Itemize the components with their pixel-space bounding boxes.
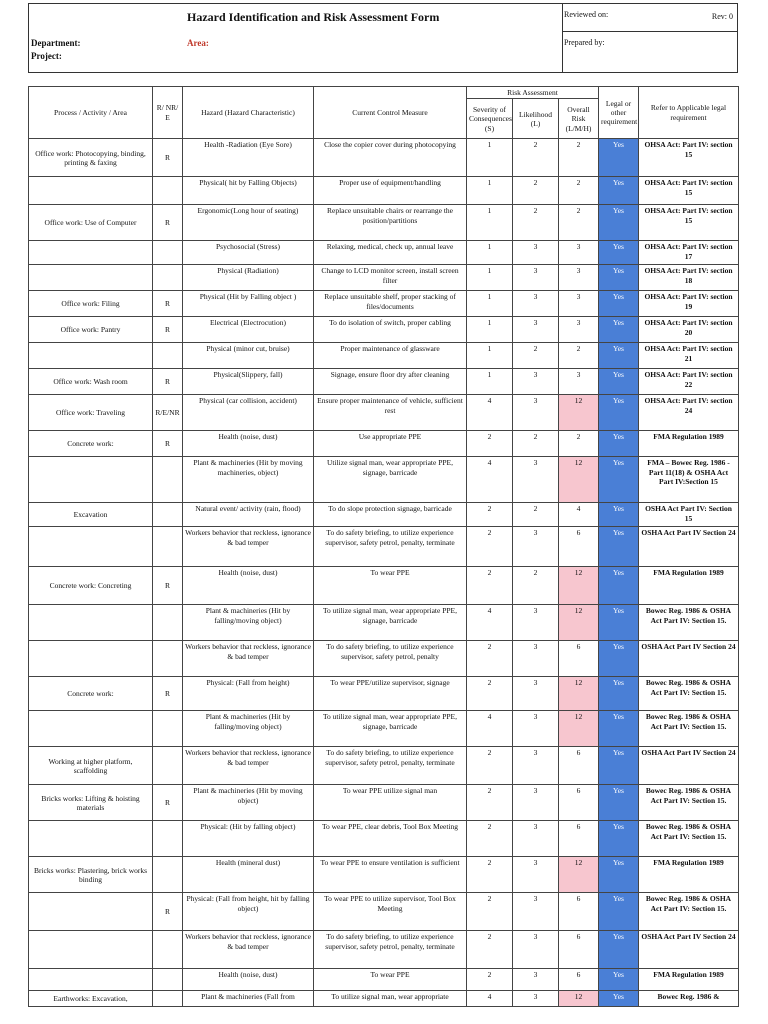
hazard-cell: Natural event/ activity (rain, flood) — [183, 503, 314, 527]
overall-risk-cell: 2 — [559, 177, 599, 205]
r-cell — [153, 527, 183, 567]
overall-risk-cell: 6 — [559, 527, 599, 567]
likelihood-cell: 3 — [513, 317, 559, 343]
r-cell: R — [153, 317, 183, 343]
control-cell: Close the copier cover during photocopying — [314, 139, 467, 177]
hazard-cell: Plant & machineries (Fall from — [183, 991, 314, 1007]
overall-risk-cell: 3 — [559, 317, 599, 343]
legal-cell: Yes — [599, 991, 639, 1007]
table-row — [29, 677, 739, 711]
severity-cell: 2 — [467, 567, 513, 605]
table-row — [29, 785, 739, 821]
likelihood-cell: 2 — [513, 503, 559, 527]
legal-cell: Yes — [599, 785, 639, 821]
hazard-cell: Physical( hit by Falling Objects) — [183, 177, 314, 205]
process-cell: Excavation — [29, 503, 153, 527]
likelihood-cell: 3 — [513, 677, 559, 711]
risk-assessment-header: Risk Assessment — [467, 87, 599, 99]
hazard-cell: Plant & machineries (Hit by moving object) — [183, 785, 314, 821]
overall-risk-cell: 6 — [559, 893, 599, 931]
table-row — [29, 205, 739, 241]
process-cell — [29, 931, 153, 969]
likelihood-cell: 3 — [513, 821, 559, 857]
hazard-cell: Physical(Slippery, fall) — [183, 369, 314, 395]
hazard-cell: Physical: (Fall from height) — [183, 677, 314, 711]
severity-cell: 1 — [467, 369, 513, 395]
legal-cell: Yes — [599, 457, 639, 503]
table-row — [29, 265, 739, 291]
likelihood-cell: 3 — [513, 969, 559, 991]
ref-cell: OHSA Act: Part IV: section 15 — [639, 177, 739, 205]
likelihood-cell: 3 — [513, 785, 559, 821]
overall-risk-cell: 3 — [559, 369, 599, 395]
r-cell — [153, 969, 183, 991]
severity-cell: 1 — [467, 343, 513, 369]
legal-cell: Yes — [599, 241, 639, 265]
hazard-cell: Plant & machineries (Hit by moving machineries, object) — [183, 457, 314, 503]
likelihood-cell: 3 — [513, 291, 559, 317]
table-row — [29, 343, 739, 369]
table-row — [29, 527, 739, 567]
control-cell: To do slope protection signage, barricade — [314, 503, 467, 527]
severity-cell: 2 — [467, 677, 513, 711]
col-hazard-header: Hazard (Hazard Characteristic) — [183, 87, 314, 139]
control-cell: To do safety briefing, to utilize experience supervisor, safety petrol, penalty — [314, 641, 467, 677]
overall-risk-cell: 2 — [559, 431, 599, 457]
hazard-cell: Physical (minor cut, bruise) — [183, 343, 314, 369]
table-row — [29, 931, 739, 969]
table-row — [29, 641, 739, 677]
table-row — [29, 857, 739, 893]
process-cell — [29, 893, 153, 931]
likelihood-cell: 3 — [513, 747, 559, 785]
overall-risk-cell: 3 — [559, 241, 599, 265]
control-cell: To do safety briefing, to utilize experience supervisor, safety petrol, penalty, terminate — [314, 931, 467, 969]
hazard-cell: Plant & machineries (Hit by falling/moving object) — [183, 605, 314, 641]
control-cell: Relaxing, medical, check up, annual leave — [314, 241, 467, 265]
legal-cell: Yes — [599, 431, 639, 457]
ref-cell: Bowec Reg. 1986 & OSHA Act Part IV: Section 15. — [639, 711, 739, 747]
ref-cell: FMA Regulation 1989 — [639, 969, 739, 991]
overall-risk-cell: 6 — [559, 747, 599, 785]
control-cell: To wear PPE — [314, 567, 467, 605]
r-cell — [153, 821, 183, 857]
legal-cell: Yes — [599, 527, 639, 567]
legal-cell: Yes — [599, 567, 639, 605]
severity-cell: 1 — [467, 241, 513, 265]
hazard-cell: Physical (Hit by Falling object ) — [183, 291, 314, 317]
ref-cell: OHSA Act: Part IV: section 20 — [639, 317, 739, 343]
legal-cell: Yes — [599, 369, 639, 395]
overall-risk-cell: 12 — [559, 395, 599, 431]
prepared-by-label: Prepared by: — [564, 38, 605, 47]
table-row — [29, 241, 739, 265]
overall-risk-cell: 6 — [559, 931, 599, 969]
process-cell: Concrete work: — [29, 431, 153, 457]
likelihood-cell: 3 — [513, 605, 559, 641]
control-cell: Proper use of equipment/handling — [314, 177, 467, 205]
control-cell: Utilize signal man, wear appropriate PPE, signage, barricade — [314, 457, 467, 503]
r-cell — [153, 241, 183, 265]
ref-cell: FMA Regulation 1989 — [639, 567, 739, 605]
process-cell — [29, 177, 153, 205]
table-row — [29, 457, 739, 503]
r-cell: R — [153, 291, 183, 317]
severity-cell: 1 — [467, 177, 513, 205]
hazard-cell: Health (mineral dust) — [183, 857, 314, 893]
control-cell: Proper maintenance of glassware — [314, 343, 467, 369]
overall-risk-cell: 12 — [559, 677, 599, 711]
process-cell — [29, 711, 153, 747]
control-cell: Change to LCD monitor screen, install screen filter — [314, 265, 467, 291]
overall-risk-cell: 2 — [559, 205, 599, 241]
process-cell: Concrete work: — [29, 677, 153, 711]
severity-cell: 4 — [467, 457, 513, 503]
severity-cell: 2 — [467, 785, 513, 821]
form-header — [28, 3, 738, 73]
col-ref-header: Refer to Applicable legal requirement — [639, 87, 739, 139]
control-cell: Ensure proper maintenance of vehicle, sufficient rest — [314, 395, 467, 431]
ref-cell: FMA Regulation 1989 — [639, 431, 739, 457]
severity-cell: 2 — [467, 821, 513, 857]
likelihood-cell: 3 — [513, 857, 559, 893]
project-label: Project: — [31, 51, 62, 61]
header-divider — [562, 4, 563, 72]
likelihood-cell: 3 — [513, 395, 559, 431]
process-cell: Office work: Wash room — [29, 369, 153, 395]
control-cell: Replace unsuitable shelf, proper stacking of files/documents — [314, 291, 467, 317]
ref-cell: OSHA Act Part IV Section 24 — [639, 747, 739, 785]
overall-risk-cell: 6 — [559, 969, 599, 991]
r-cell — [153, 857, 183, 893]
control-cell: Replace unsuitable chairs or rearrange the position/partitions — [314, 205, 467, 241]
col-process-header: Process / Activity / Area — [29, 87, 153, 139]
r-cell: R — [153, 369, 183, 395]
process-cell: Office work: Traveling — [29, 395, 153, 431]
legal-cell: Yes — [599, 139, 639, 177]
r-cell — [153, 931, 183, 969]
r-cell — [153, 605, 183, 641]
overall-risk-cell: 12 — [559, 605, 599, 641]
ref-cell: Bowec Reg. 1986 & OSHA Act Part IV: Section 15. — [639, 677, 739, 711]
control-cell: To do isolation of switch, proper cabling — [314, 317, 467, 343]
r-cell — [153, 265, 183, 291]
process-cell — [29, 343, 153, 369]
header-divider — [562, 31, 737, 32]
control-cell: To wear PPE, clear debris, Tool Box Meeting — [314, 821, 467, 857]
overall-risk-cell: 12 — [559, 567, 599, 605]
severity-cell: 2 — [467, 931, 513, 969]
control-cell: To wear PPE — [314, 969, 467, 991]
table-row — [29, 991, 739, 1007]
col-legal-header: Legal or other requirement — [599, 87, 639, 139]
likelihood-cell: 2 — [513, 343, 559, 369]
overall-risk-cell: 12 — [559, 711, 599, 747]
process-cell — [29, 605, 153, 641]
hazard-cell: Physical (Radiation) — [183, 265, 314, 291]
severity-cell: 2 — [467, 747, 513, 785]
ref-cell: OSHA Act Part IV: Section 15 — [639, 503, 739, 527]
table-row — [29, 893, 739, 931]
process-cell: Working at higher platform, scaffolding — [29, 747, 153, 785]
process-cell — [29, 641, 153, 677]
ref-cell: OHSA Act: Part IV: section 19 — [639, 291, 739, 317]
likelihood-cell: 3 — [513, 369, 559, 395]
process-cell — [29, 821, 153, 857]
control-cell: To utilize signal man, wear appropriate PPE, signage, barricade — [314, 711, 467, 747]
revision-label: Rev: 0 — [711, 12, 733, 21]
severity-cell: 1 — [467, 317, 513, 343]
hazard-cell: Health (noise, dust) — [183, 567, 314, 605]
ref-cell: OHSA Act: Part IV: section 18 — [639, 265, 739, 291]
severity-cell: 2 — [467, 893, 513, 931]
ref-cell: OHSA Act: Part IV: section 22 — [639, 369, 739, 395]
control-cell: Use appropriate PPE — [314, 431, 467, 457]
severity-cell: 1 — [467, 291, 513, 317]
likelihood-cell: 3 — [513, 241, 559, 265]
severity-cell: 2 — [467, 527, 513, 567]
overall-risk-cell: 6 — [559, 785, 599, 821]
control-cell: To wear PPE utilize signal man — [314, 785, 467, 821]
ref-cell: OSHA Act Part IV Section 24 — [639, 931, 739, 969]
process-cell: Office work: Photocopying, binding, printing & faxing — [29, 139, 153, 177]
likelihood-cell: 2 — [513, 205, 559, 241]
ref-cell: Bowec Reg. 1986 & — [639, 991, 739, 1007]
likelihood-cell: 3 — [513, 641, 559, 677]
hazard-cell: Physical: (Hit by falling object) — [183, 821, 314, 857]
table-row — [29, 317, 739, 343]
col-r-header: R/ NR/ E — [153, 87, 183, 139]
ref-cell: OHSA Act: Part IV: section 15 — [639, 139, 739, 177]
control-cell: To do safety briefing, to utilize experience supervisor, safety petrol, penalty, terminate — [314, 527, 467, 567]
ref-cell: FMA – Bowec Reg. 1986 - Part 11(18) & OSHA Act Part IV:Section 15 — [639, 457, 739, 503]
legal-cell: Yes — [599, 291, 639, 317]
control-cell: Signage, ensure floor dry after cleaning — [314, 369, 467, 395]
ref-cell: OHSA Act: Part IV: section 17 — [639, 241, 739, 265]
ref-cell: Bowec Reg. 1986 & OSHA Act Part IV: Section 15. — [639, 893, 739, 931]
likelihood-cell: 3 — [513, 457, 559, 503]
legal-cell: Yes — [599, 931, 639, 969]
form-title: Hazard Identification and Risk Assessment Form — [187, 10, 440, 24]
legal-cell: Yes — [599, 747, 639, 785]
overall-risk-cell: 2 — [559, 139, 599, 177]
legal-cell: Yes — [599, 503, 639, 527]
hazard-cell: Health (noise, dust) — [183, 431, 314, 457]
overall-risk-cell: 6 — [559, 641, 599, 677]
hazard-cell: Workers behavior that reckless, ignorance & bad temper — [183, 747, 314, 785]
col-overall-header: Overall Risk (L/M/H) — [559, 99, 599, 139]
table-row — [29, 747, 739, 785]
likelihood-cell: 2 — [513, 431, 559, 457]
ref-cell: OSHA Act Part IV Section 24 — [639, 527, 739, 567]
legal-cell: Yes — [599, 857, 639, 893]
r-cell — [153, 457, 183, 503]
control-cell: To utilize signal man, wear appropriate PPE, signage, barricade — [314, 605, 467, 641]
severity-cell: 1 — [467, 265, 513, 291]
likelihood-cell: 3 — [513, 527, 559, 567]
r-cell — [153, 343, 183, 369]
hazard-cell: Ergonomic(Long hour of seating) — [183, 205, 314, 241]
r-cell: R — [153, 677, 183, 711]
table-row — [29, 711, 739, 747]
hazard-cell: Psychosocial (Stress) — [183, 241, 314, 265]
risk-table — [28, 86, 739, 1007]
control-cell: To wear PPE to utilize supervisor, Tool Box Meeting — [314, 893, 467, 931]
severity-cell: 4 — [467, 395, 513, 431]
process-cell: Concrete work: Concreting — [29, 567, 153, 605]
col-severity-header: Severity of Consequences (S) — [467, 99, 513, 139]
severity-cell: 2 — [467, 431, 513, 457]
severity-cell: 2 — [467, 503, 513, 527]
table-row — [29, 431, 739, 457]
r-cell — [153, 503, 183, 527]
process-cell — [29, 527, 153, 567]
process-cell — [29, 241, 153, 265]
process-cell: Office work: Filing — [29, 291, 153, 317]
hazard-cell: Workers behavior that reckless, ignorance & bad temper — [183, 931, 314, 969]
process-cell — [29, 265, 153, 291]
likelihood-cell: 3 — [513, 931, 559, 969]
process-cell: Earthworks: Excavation, — [29, 991, 153, 1007]
hazard-cell: Electrical (Electrocution) — [183, 317, 314, 343]
table-row — [29, 503, 739, 527]
reviewed-on-label: Reviewed on: — [564, 10, 609, 19]
hazard-cell: Plant & machineries (Hit by falling/moving object) — [183, 711, 314, 747]
control-cell: To wear PPE to ensure ventilation is sufficient — [314, 857, 467, 893]
likelihood-cell: 3 — [513, 893, 559, 931]
process-cell: Office work: Use of Computer — [29, 205, 153, 241]
ref-cell: OSHA Act Part IV Section 24 — [639, 641, 739, 677]
process-cell: Bricks works: Plastering, brick works binding — [29, 857, 153, 893]
table-row — [29, 139, 739, 177]
legal-cell: Yes — [599, 641, 639, 677]
overall-risk-cell: 12 — [559, 457, 599, 503]
overall-risk-cell: 12 — [559, 991, 599, 1007]
legal-cell: Yes — [599, 711, 639, 747]
r-cell: R — [153, 785, 183, 821]
table-row — [29, 369, 739, 395]
likelihood-cell: 2 — [513, 139, 559, 177]
severity-cell: 4 — [467, 991, 513, 1007]
severity-cell: 2 — [467, 857, 513, 893]
overall-risk-cell: 6 — [559, 821, 599, 857]
ref-cell: OHSA Act: Part IV: section 24 — [639, 395, 739, 431]
table-row — [29, 821, 739, 857]
legal-cell: Yes — [599, 265, 639, 291]
table-row — [29, 969, 739, 991]
legal-cell: Yes — [599, 177, 639, 205]
likelihood-cell: 3 — [513, 991, 559, 1007]
legal-cell: Yes — [599, 677, 639, 711]
r-cell — [153, 711, 183, 747]
r-cell — [153, 747, 183, 785]
hazard-cell: Workers behavior that reckless, ignorance & bad temper — [183, 641, 314, 677]
r-cell: R — [153, 205, 183, 241]
r-cell — [153, 641, 183, 677]
process-cell: Bricks works: Lifting & hoisting materials — [29, 785, 153, 821]
r-cell: R/E/NR — [153, 395, 183, 431]
severity-cell: 2 — [467, 641, 513, 677]
likelihood-cell: 2 — [513, 567, 559, 605]
severity-cell: 1 — [467, 139, 513, 177]
r-cell — [153, 991, 183, 1007]
hazard-cell: Workers behavior that reckless, ignorance & bad temper — [183, 527, 314, 567]
legal-cell: Yes — [599, 343, 639, 369]
legal-cell: Yes — [599, 605, 639, 641]
likelihood-cell: 2 — [513, 177, 559, 205]
r-cell: R — [153, 893, 183, 931]
likelihood-cell: 3 — [513, 711, 559, 747]
legal-cell: Yes — [599, 317, 639, 343]
process-cell — [29, 457, 153, 503]
table-row — [29, 395, 739, 431]
process-cell — [29, 969, 153, 991]
ref-cell: Bowec Reg. 1986 & OSHA Act Part IV: Section 15. — [639, 785, 739, 821]
table-row — [29, 605, 739, 641]
legal-cell: Yes — [599, 821, 639, 857]
ref-cell: FMA Regulation 1989 — [639, 857, 739, 893]
ref-cell: Bowec Reg. 1986 & OSHA Act Part IV: Section 15. — [639, 821, 739, 857]
table-row — [29, 291, 739, 317]
table-row — [29, 177, 739, 205]
control-cell: To do safety briefing, to utilize experience supervisor, safety petrol, penalty, terminate — [314, 747, 467, 785]
legal-cell: Yes — [599, 969, 639, 991]
likelihood-cell: 3 — [513, 265, 559, 291]
overall-risk-cell: 4 — [559, 503, 599, 527]
table-row — [29, 567, 739, 605]
r-cell: R — [153, 431, 183, 457]
overall-risk-cell: 2 — [559, 343, 599, 369]
control-cell: To wear PPE/utilize supervisor, signage — [314, 677, 467, 711]
overall-risk-cell: 3 — [559, 265, 599, 291]
col-likelihood-header: Likelihood (L) — [513, 99, 559, 139]
hazard-cell: Physical: (Fall from height, hit by falling object) — [183, 893, 314, 931]
hazard-cell: Physical (car collision, accident) — [183, 395, 314, 431]
hazard-cell: Health -Radiation (Eye Sore) — [183, 139, 314, 177]
r-cell — [153, 177, 183, 205]
legal-cell: Yes — [599, 893, 639, 931]
r-cell: R — [153, 139, 183, 177]
legal-cell: Yes — [599, 205, 639, 241]
hazard-cell: Health (noise, dust) — [183, 969, 314, 991]
area-label: Area: — [187, 38, 209, 48]
department-label: Department: — [31, 38, 81, 48]
ref-cell: OHSA Act: Part IV: section 15 — [639, 205, 739, 241]
severity-cell: 4 — [467, 711, 513, 747]
overall-risk-cell: 12 — [559, 857, 599, 893]
overall-risk-cell: 3 — [559, 291, 599, 317]
severity-cell: 2 — [467, 969, 513, 991]
ref-cell: Bowec Reg. 1986 & OSHA Act Part IV: Section 15. — [639, 605, 739, 641]
legal-cell: Yes — [599, 395, 639, 431]
col-control-header: Current Control Measure — [314, 87, 467, 139]
process-cell: Office work: Pantry — [29, 317, 153, 343]
severity-cell: 1 — [467, 205, 513, 241]
control-cell: To utilize signal man, wear appropriate — [314, 991, 467, 1007]
ref-cell: OHSA Act: Part IV: section 21 — [639, 343, 739, 369]
r-cell: R — [153, 567, 183, 605]
severity-cell: 4 — [467, 605, 513, 641]
